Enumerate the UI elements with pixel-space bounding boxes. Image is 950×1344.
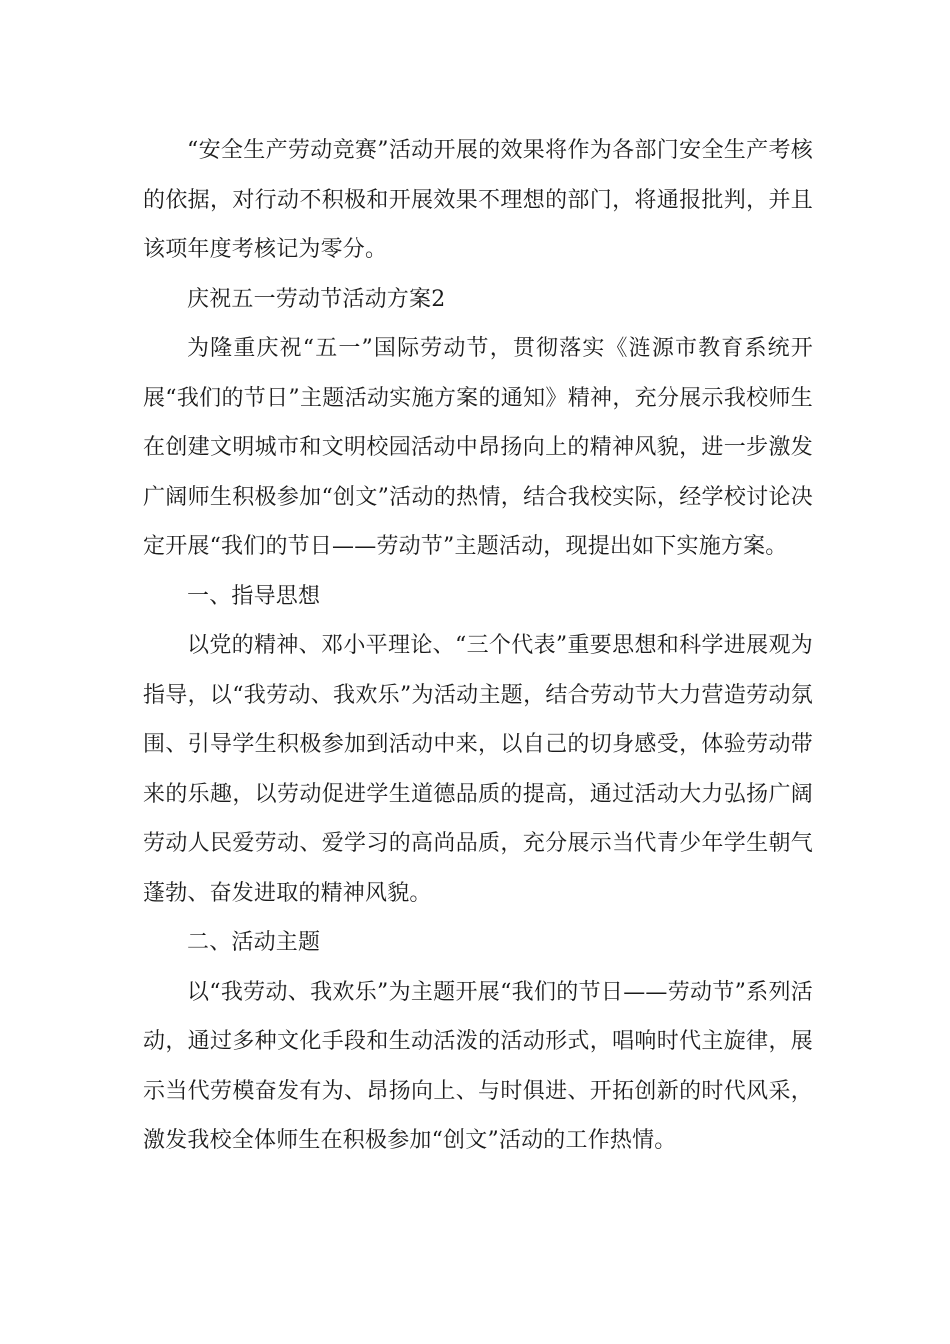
plan-title: 庆祝五一劳动节活动方案2 [187,286,446,312]
document-body [143,126,813,1166]
section-heading-guiding-thought: 一、指导思想 [187,583,321,609]
paragraph-introduction: 为隆重庆祝“五一”国际劳动节，贯彻落实《涟源市教育系统开展“我们的节日”主题活动实施方案的通知》精神，充分展示我校师生在创建文明城市和文明校园活动中昂扬向上的精神风貌，进一步激发广阔师生积极参加“创文”活动的热情，结合我校实际，经学校讨论决定开展“我们的节日——劳动节”主题活动，现提出如下实施方案。 [143,336,813,559]
section-heading-activity-theme: 二、活动主题 [187,930,321,955]
paragraph-guiding-thought: 以党的精神、邓小平理论、“三个代表”重要思想和科学进展观为指导，以“我劳动、我欢乐”为活动主题，结合劳动节大力营造劳动氛围、引导学生积极参加到活动中来，以自己的切身感受，体验劳动带来的乐趣，以劳动促进学生道德品质的提高，通过活动大力弘扬广阔劳动人民爱劳动、爱学习的高尚品质，充分展示当代青少年学生朝气蓬勃、奋发进取的精神风貌。 [143,633,813,906]
paragraph-competition-assessment: “安全生产劳动竞赛”活动开展的效果将作为各部门安全生产考核的依据，对行动不积极和开展效果不理想的部门，将通报批判，并且该项年度考核记为零分。 [143,138,813,262]
paragraph-activity-theme: 以“我劳动、我欢乐”为主题开展“我们的节日——劳动节”系列活动，通过多种文化手段和生动活泼的活动形式，唱响时代主旋律，展示当代劳模奋发有为、昂扬向上、与时俱进、开拓创新的时代风采，激发我校全体师生在积极参加“创文”活动的工作热情。 [143,979,813,1153]
